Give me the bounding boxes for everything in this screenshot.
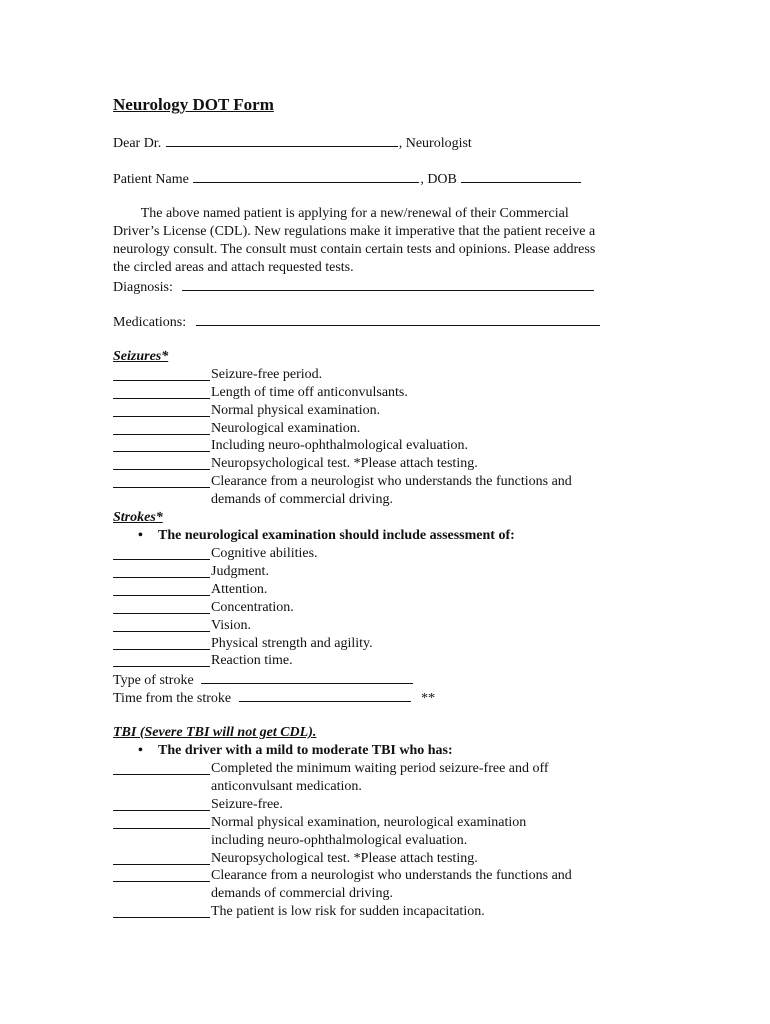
- tbi-item-blank[interactable]: [113, 814, 210, 829]
- strokes-item-blank[interactable]: [113, 563, 210, 578]
- tbi-item-text: Seizure-free.: [211, 797, 283, 812]
- tbi-item-blank[interactable]: [113, 850, 210, 865]
- form-title: Neurology DOT Form: [113, 95, 274, 114]
- tbi-item-blank[interactable]: [113, 903, 210, 918]
- tbi-item-text: The patient is low risk for sudden incapacitation.: [211, 904, 485, 919]
- strokes-bullet-text: The neurological examination should include assessment of:: [158, 528, 515, 543]
- strokes-item: [113, 617, 673, 635]
- bullet-icon: •: [138, 743, 143, 758]
- tbi-item-text: Neuropsychological test. *Please attach testing.: [211, 851, 478, 866]
- strokes-item-text: Attention.: [211, 582, 268, 597]
- intro-paragraph: [113, 205, 653, 277]
- tbi-item-blank[interactable]: [113, 796, 210, 811]
- stroke-time-line: [113, 688, 435, 708]
- tbi-item: [113, 850, 673, 868]
- tbi-item-blank[interactable]: [113, 760, 210, 775]
- patient-line: [113, 169, 582, 189]
- intro-line: The above named patient is applying for a new/renewal of their Commercial: [113, 206, 569, 221]
- strokes-item: [113, 635, 673, 653]
- strokes-item-text: Reaction time.: [211, 653, 293, 668]
- dob-field[interactable]: [461, 169, 581, 183]
- tbi-item-blank[interactable]: [113, 867, 210, 882]
- seizures-item: [113, 437, 673, 455]
- strokes-item: [113, 563, 673, 581]
- seizures-item: [113, 473, 673, 509]
- tbi-heading: TBI (Severe TBI will not get CDL).: [113, 725, 317, 740]
- tbi-bullet: [138, 742, 453, 760]
- strokes-item-text: Cognitive abilities.: [211, 546, 318, 561]
- seizures-item-blank[interactable]: [113, 455, 210, 470]
- strokes-item-blank[interactable]: [113, 599, 210, 614]
- strokes-item-blank[interactable]: [113, 652, 210, 667]
- strokes-item: [113, 581, 673, 599]
- seizures-item-blank[interactable]: [113, 366, 210, 381]
- seizures-item: [113, 402, 673, 420]
- seizures-item-blank[interactable]: [113, 437, 210, 452]
- diagnosis-line: [113, 277, 595, 297]
- seizures-item-blank[interactable]: [113, 402, 210, 417]
- greeting-suffix: , Neurologist: [398, 136, 472, 151]
- intro-line: the circled areas and attach requested tests.: [113, 260, 354, 275]
- diagnosis-label: Diagnosis:: [113, 280, 173, 295]
- seizures-item-text: Clearance from a neurologist who understands the functions and demands of commercial driving.: [211, 474, 572, 507]
- stroke-time-footnote: **: [421, 691, 436, 706]
- strokes-item-blank[interactable]: [113, 581, 210, 596]
- greeting-line: [113, 133, 472, 153]
- tbi-item: [113, 796, 673, 814]
- stroke-type-line: [113, 670, 414, 690]
- tbi-item: [113, 903, 673, 921]
- strokes-item-text: Vision.: [211, 618, 251, 633]
- stroke-type-label: Type of stroke: [113, 673, 194, 688]
- seizures-item: [113, 384, 673, 402]
- medications-line: [113, 312, 601, 332]
- tbi-item-text: Normal physical examination, neurological examination including neuro-ophthalmological evaluation.: [211, 815, 527, 848]
- tbi-item-text: Completed the minimum waiting period seizure-free and off anticonvulsant medication.: [211, 761, 549, 794]
- seizures-item-blank[interactable]: [113, 420, 210, 435]
- strokes-heading: Strokes*: [113, 510, 163, 525]
- seizures-item-text: Normal physical examination.: [211, 403, 381, 418]
- tbi-item: [113, 814, 673, 850]
- intro-line: neurology consult. The consult must contain certain tests and opinions. Please address: [113, 242, 596, 257]
- seizures-item-text: Length of time off anticonvulsants.: [211, 385, 408, 400]
- seizures-item-blank[interactable]: [113, 473, 210, 488]
- patient-name-field[interactable]: [193, 169, 419, 183]
- strokes-item: [113, 599, 673, 617]
- intro-line: Driver’s License (CDL). New regulations make it imperative that the patient receive a: [113, 224, 596, 239]
- strokes-item-text: Concentration.: [211, 600, 294, 615]
- medications-label: Medications:: [113, 315, 187, 330]
- strokes-item: [113, 545, 673, 563]
- strokes-item-blank[interactable]: [113, 545, 210, 560]
- seizures-item-blank[interactable]: [113, 384, 210, 399]
- seizures-item-text: Seizure-free period.: [211, 367, 323, 382]
- bullet-icon: •: [138, 528, 143, 543]
- strokes-item: [113, 652, 673, 670]
- seizures-item-text: Including neuro-ophthalmological evaluation.: [211, 438, 468, 453]
- tbi-bullet-text: The driver with a mild to moderate TBI who has:: [158, 743, 453, 758]
- stroke-time-label: Time from the stroke: [113, 691, 232, 706]
- doctor-name-field[interactable]: [166, 133, 398, 147]
- tbi-item-text: Clearance from a neurologist who understands the functions and demands of commercial driving.: [211, 868, 572, 901]
- strokes-item-text: Judgment.: [211, 564, 269, 579]
- greeting-prefix: Dear Dr.: [113, 136, 162, 151]
- patient-name-label: Patient Name: [113, 172, 189, 187]
- seizures-item-text: Neurological examination.: [211, 421, 361, 436]
- seizures-heading: Seizures*: [113, 349, 169, 364]
- strokes-item-blank[interactable]: [113, 635, 210, 650]
- strokes-item-blank[interactable]: [113, 617, 210, 632]
- seizures-item: [113, 455, 673, 473]
- seizures-item: [113, 366, 673, 384]
- medications-field[interactable]: [196, 312, 600, 326]
- stroke-time-field[interactable]: [239, 688, 411, 702]
- strokes-bullet: [138, 527, 515, 545]
- strokes-item-text: Physical strength and agility.: [211, 636, 373, 651]
- tbi-item: [113, 760, 673, 796]
- dob-label: , DOB: [420, 172, 457, 187]
- stroke-type-field[interactable]: [201, 670, 413, 684]
- tbi-item: [113, 867, 673, 903]
- seizures-item: [113, 420, 673, 438]
- seizures-item-text: Neuropsychological test. *Please attach testing.: [211, 456, 478, 471]
- diagnosis-field[interactable]: [182, 277, 594, 291]
